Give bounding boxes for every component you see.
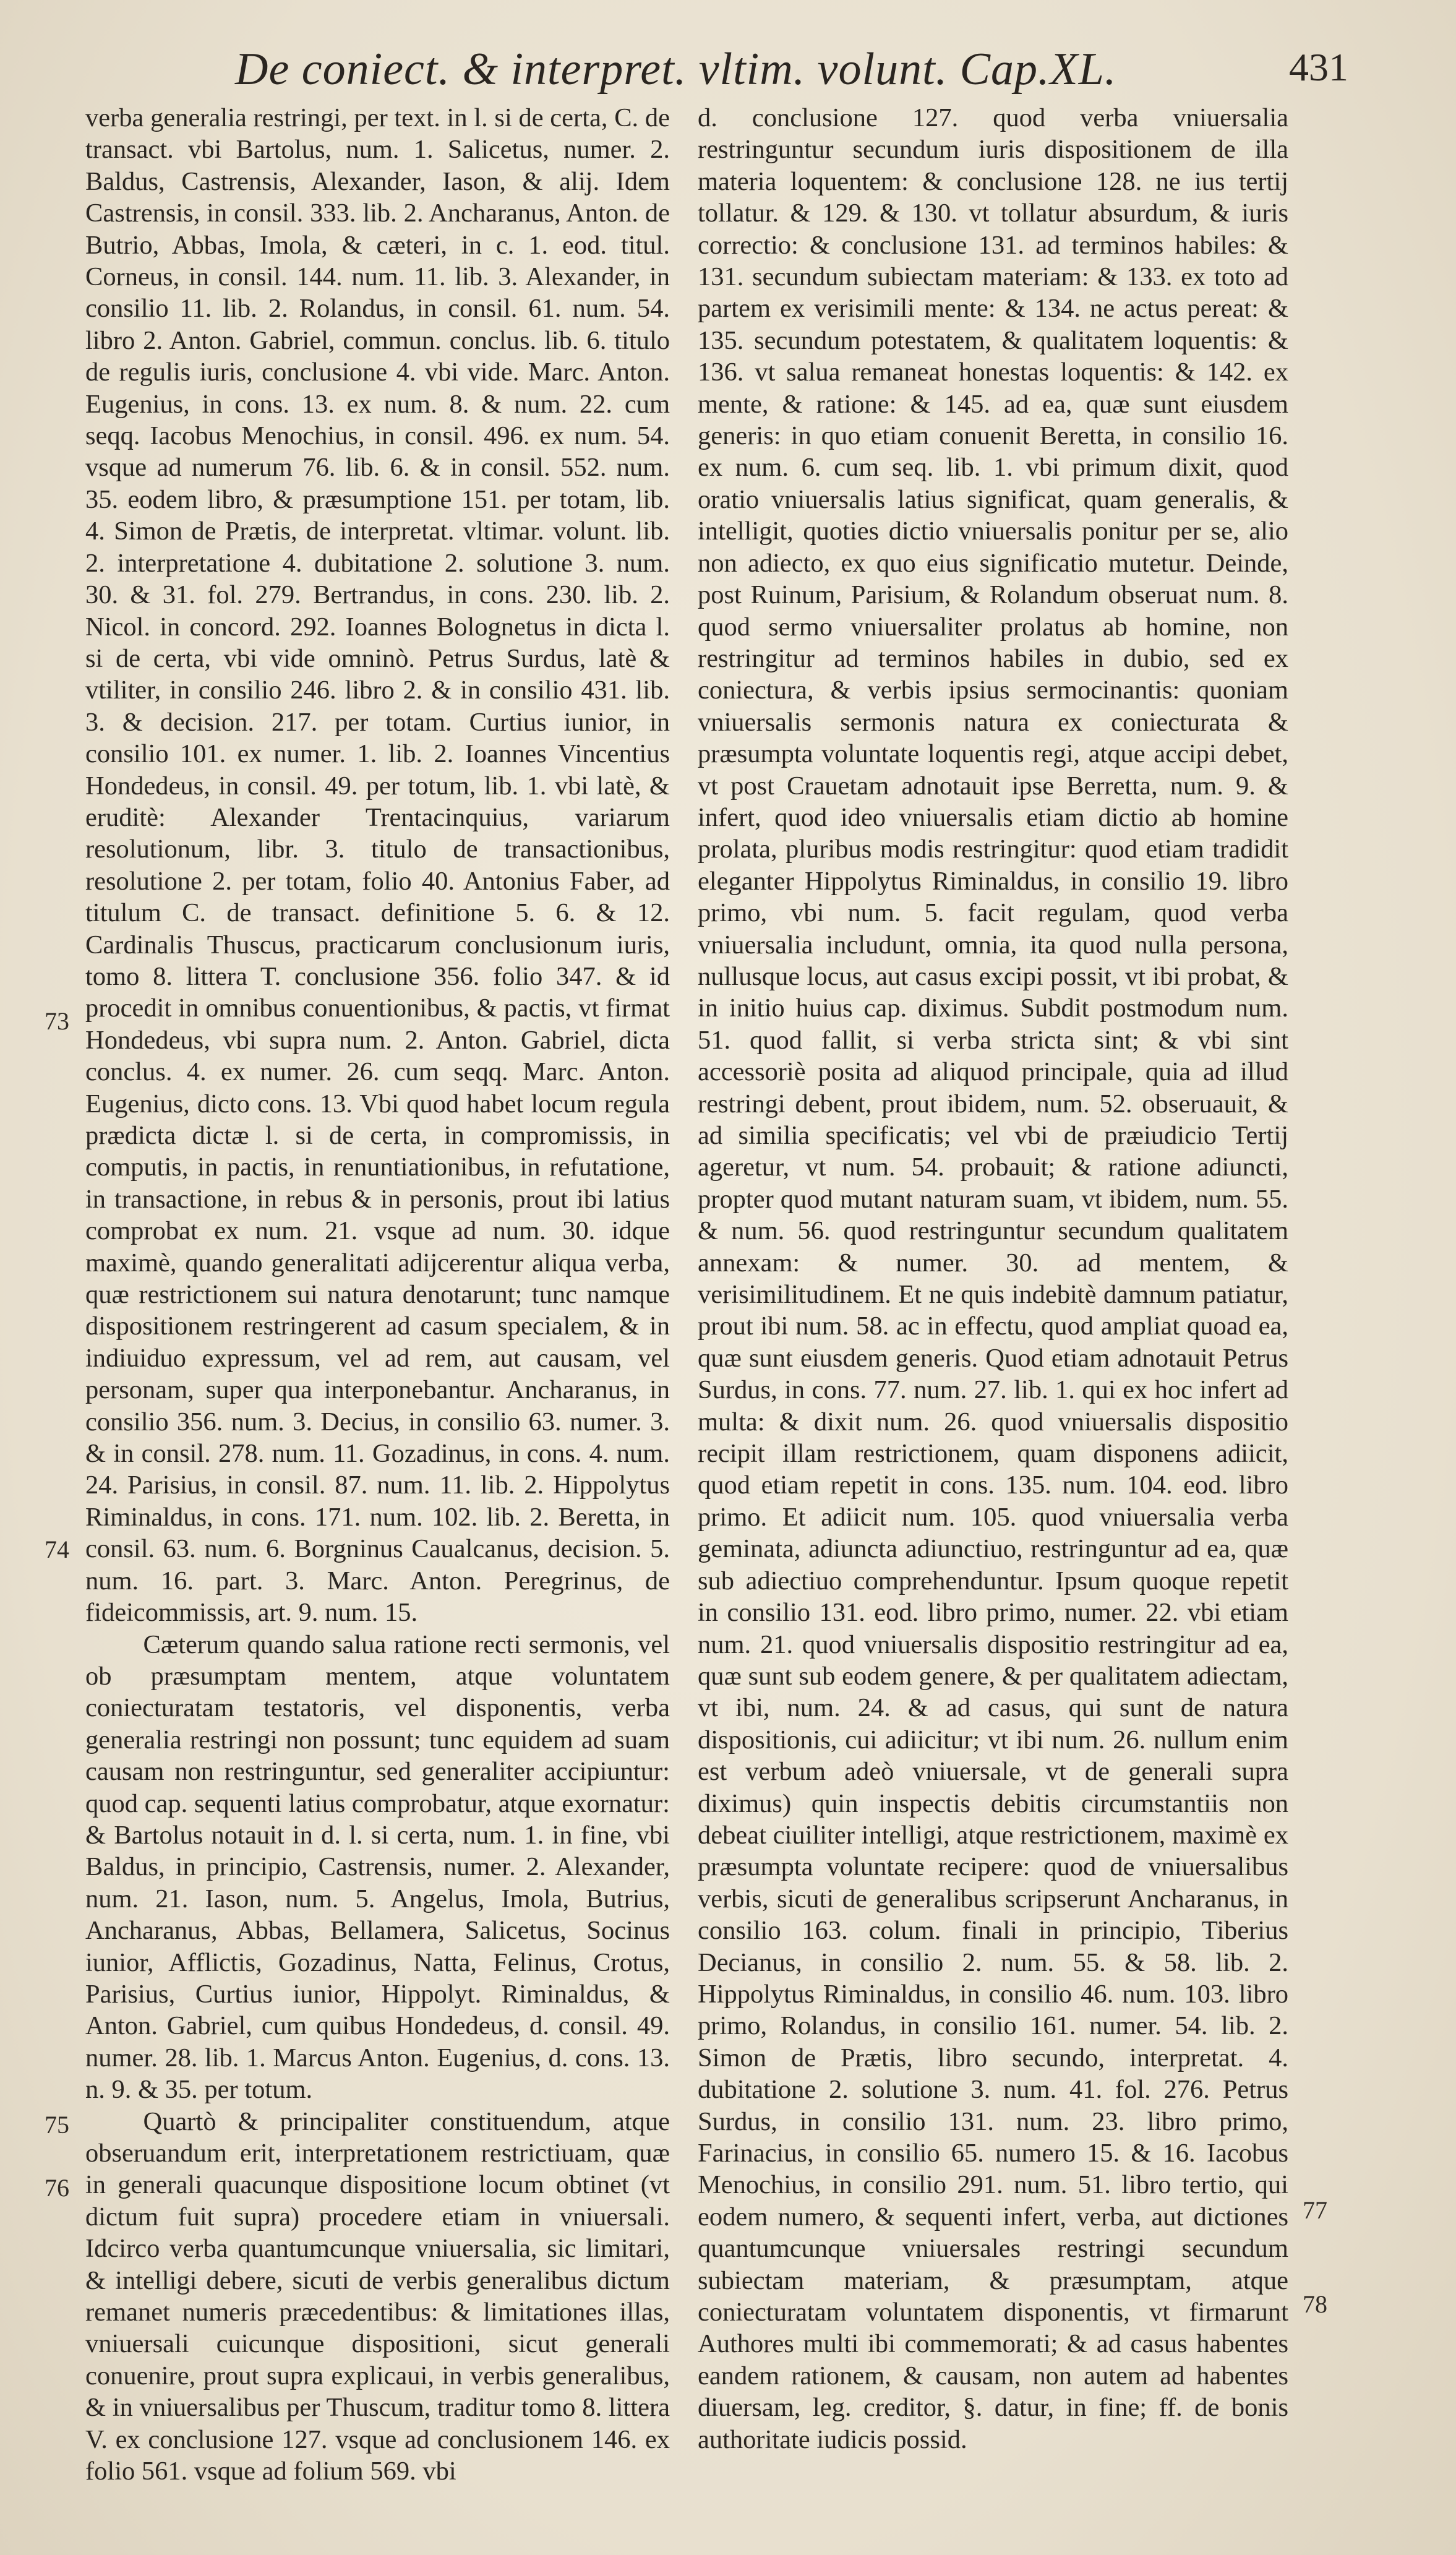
page-header: [235, 43, 1348, 111]
margin-number-78: 78: [1303, 2290, 1327, 2318]
left-paragraph-2: Cæterum quando salua ratione recti sermonis, vel ob præsumptam mentem, atque voluntatem coniecturatam testatoris, vel disponentis, verba generalia restringi non possunt; tunc equidem ad suam causam non restringuntur, sed generaliter accipiuntur: quod cap. sequenti latius comprobatur, atque exornatur: & Bartolus notauit in d. l. si certa, num. 1. in fine, vbi Baldus, in principio, Castrensis, numer. 2. Alexander, num. 21. Iason, num. 5. Angelus, Imola, Butrius, Ancharanus, Abbas, Bellamera, Salicetus, Socinus iunior, Afflictis, Gozadinus, Natta, Felinus, Crotus, Parisius, Curtius iunior, Hippolyt. Riminaldus, & Anton. Gabriel, cum quibus Hondedeus, d. consil. 49. numer. 28. lib. 1. Marcus Anton. Eugenius, d. cons. 13. n. 9. & 35. per totum.: [85, 1630, 670, 2105]
margin-number-76: 76: [45, 2174, 69, 2202]
left-paragraph-1: verba generalia restringi, per text. in l. si de certa, C. de transact. vbi Bartolus, num. 1. Salicetus, numer. 2. Baldus, Castrensis, Alexander, Iason, & alij. Idem Castrensis, in consil. 333. lib. 2. Ancharanus, Anton. de Butrio, Abbas, Imola, & cæteri, in c. 1. eod. titul. Corneus, in consil. 144. num. 11. lib. 3. Alexander, in consilio 11. lib. 2. Rolandus, in consil. 61. num. 54. libro 2. Anton. Gabriel, commun. conclus. lib. 6. titulo de regulis iuris, conclusione 4. vbi vide. Marc. Anton. Eugenius, in cons. 13. ex num. 8. & num. 22. cum seqq. Iacobus Menochius, in consil. 496. ex num. 54. vsque ad numerum 76. lib. 6. & in consil. 552. num. 35. eodem libro, & præsumptione 151. per totam, lib. 4. Simon de Prætis, de interpretat. vltimar. volunt. lib. 2. interpretatione 4. dubitatione 2. solutione 3. num. 30. & 31. fol. 279. Bertrandus, in cons. 230. lib. 2. Nicol. in concord. 292. Ioannes Bolognetus in dicta l. si de certa, vbi vide omninò. Petrus Surdus, latè & vtiliter, in consilio 246. libro 2. & in consilio 431. lib. 3. & decision. 217. per totam. Curtius iunior, in consilio 101. ex numer. 1. lib. 2. Ioannes Vincentius Hondedeus, in consil. 49. per totum, lib. 1. vbi latè, & eruditè: Alexander Trentacinquius, variarum resolutionum, libr. 3. titulo de transactionibus, resolutione 2. per totam, folio 40. Antonius Faber, ad titulum C. de transact. definitione 5. 6. & 12. Cardinalis Thuscus, practicarum conclusionum iuris, tomo 8. littera T. conclusione 356. folio 347. & id procedit in omnibus conuentionibus, & pactis, vt firmat Hondedeus, vbi supra num. 2. Anton. Gabriel, dicta conclus. 4. ex numer. 26. cum seqq. Marc. Anton. Eugenius, dicto cons. 13. Vbi quod habet locum regula prædicta dictæ l. si de certa, in compromissis, in computis, in pactis, in renuntiationibus, in refutatione, in transactione, in rebus & in personis, prout ibi latius comprobat ex num. 21. vsque ad num. 30. idque maximè, quando generalitati adijcerentur aliqua verba, quæ restrictionem sui natura denotarunt; tunc namque dispositionem restringerent ad casum specialem, & in indiuiduo expressum, vel ad rem, aut causam, vel personam, super qua interponebantur. Ancharanus, in consilio 356. num. 3. Decius, in consilio 63. numer. 3. & in consil. 278. num. 11. Gozadinus, in cons. 4. num. 24. Parisius, in consil. 87. num. 11. lib. 2. Hippolytus Riminaldus, in cons. 171. num. 102. lib. 2. Beretta, in consil. 63. num. 6. Borgninus Caualcanus, decision. 5. num. 16. part. 3. Marc. Anton. Peregrinus, de fideicommissis, art. 9. num. 15.: [85, 103, 670, 1628]
right-text-column: [698, 102, 1288, 2515]
margin-number-74: 74: [45, 1535, 69, 1563]
page-number: 431: [1289, 45, 1348, 89]
left-paragraph-3: Quartò & principaliter constituendum, atque obseruandum erit, interpretationem restrictiuam, quæ in generali quacunque dispositione locum obtinet (vt dictum fuit supra) procedere etiam in vniuersali. Idcirco verba quantumcunque vniuersalia, sic limitari, & intelligi debere, sicuti de verbis generalibus dictum remanet numeris præcedentibus: & limitationes illas, vniuersali cuicunque dispositioni, sicut generali conuenire, prout supra explicaui, in verbis generalibus, & in vniuersalibus per Thuscum, traditur tomo 8. littera V. ex conclusione 127. vsque ad conclusionem 146. ex folio 561. vsque ad folium 569. vbi: [85, 2106, 670, 2486]
left-text-column: [85, 102, 670, 2515]
running-title: De coniect. & interpret. vltim. volunt. Cap.XL.: [235, 44, 1117, 95]
margin-number-77: 77: [1303, 2196, 1327, 2224]
right-paragraph-1: d. conclusione 127. quod verba vniuersalia restringuntur secundum iuris dispositionem de illa materia loquentem: & conclusione 128. ne ius tertij tollatur. & 129. & 130. vt tollatur absurdum, & iuris correctio: & conclusione 131. ad terminos habiles: & 131. secundum subiectam materiam: & 133. ex toto ad partem ex verisimili mente: & 134. ne actus pereat: & 135. secundum potestatem, & qualitatem loquentis: & 136. vt salua remaneat honestas loquentis: & 142. ex mente, & ratione: & 145. ad ea, quæ sunt eiusdem generis: in quo etiam conuenit Beretta, in consilio 16. ex num. 6. cum seq. lib. 1. vbi primum dixit, quod oratio vniuersalis latius significat, quam generalis, & intelligit, quoties dictio vniuersalis ponitur per se, alio non adiecto, ex quo eius significatio mutetur. Deinde, post Ruinum, Parisium, & Rolandum obseruat num. 8. quod sermo vniuersaliter prolatus ab homine, non restringitur ad terminos habiles in dubio, sed ex coniectura, & verbis ipsius sermocinantis: quoniam vniuersalis sermonis natura ex coniecturata & præsumpta voluntate loquentis regi, atque accipi debet, vt post Crauetam adnotauit ipse Berretta, num. 9. & infert, quod ideo vniuersalis etiam dictio ab homine prolata, pluribus modis restringitur: quod etiam tradidit eleganter Hippolytus Riminaldus, in consilio 19. libro primo, vbi num. 5. facit regulam, quod verba vniuersalia includunt, omnia, ita quod nulla persona, nullusque locus, aut casus excipi possit, vt ibi probat, & in initio huius cap. diximus. Subdit postmodum num. 51. quod fallit, si verba stricta sint; & vbi sint accessoriè posita ad aliquod principale, quia ad illud restringi debent, prout ibidem, num. 52. obseruauit, & ad similia specificatis; vel vbi de præiudicio Tertij ageretur, vt num. 54. probauit; & ratione adiuncti, propter quod mutant naturam suam, vt ibidem, num. 55. & num. 56. quod restringuntur secundum qualitatem annexam: & numer. 30. ad mentem, & verisimilitudinem. Et ne quis indebitè damnum patiatur, prout ibi num. 58. ac in effectu, quod ampliat quoad ea, quæ sunt eiusdem generis. Quod etiam adnotauit Petrus Surdus, in cons. 77. num. 27. lib. 1. qui ex hoc infert ad multa: & dixit num. 26. quod vniuersalis dispositio recipit illam restrictionem, quam disponens adiicit, quod etiam repetit in cons. 135. num. 104. eod. libro primo. Et adiicit num. 105. quod vniuersalia verba geminata, adiuncta adiunctiuo, restringuntur ad ea, quæ sub adiectiuo comprehenduntur. Ipsum quoque repetit in consilio 131. eod. libro primo, numer. 22. vbi etiam num. 21. quod vniuersalis dispositio restringitur ad ea, quæ sunt sub eodem genere, & per qualitatem adiectam, vt ibi, num. 24. & ad casus, qui sunt de natura dispositionis, cui adiicitur; vt ibi num. 26. nullum enim est verbum adeò vniuersale, vt de generali supra diximus) quin inspectis debitis circumstantiis non debeat ciuiliter intelligi, atque restrictionem, maximè ex præsumpta voluntate recipere: quod de vniuersalibus verbis, sicuti de generalibus scripserunt Ancharanus, in consilio 163. colum. finali in principio, Tiberius Decianus, in consilio 2. num. 55. & 58. lib. 2. Hippolytus Riminaldus, in consilio 46. num. 103. libro primo, Rolandus, in consilio 161. numer. 54. lib. 2. Simon de Prætis, libro secundo, interpretat. 4. dubitatione 2. solutione 3. num. 41. fol. 276. Petrus Surdus, in consilio 131. num. 23. libro primo, Farinacius, in consilio 65. numero 15. & 16. Iacobus Menochius, in consilio 291. num. 51. libro tertio, qui eodem numero, & sequenti infert, verba, aut dictiones quantumcunque vniuersales restringi secundum subiectam materiam, & præsumptam, atque coniecturatam voluntatem disponentis, vt firmarunt Authores multi ibi commemorati; & ad casus habentes eandem rationem, & causam, non autem ad habentes diuersam, leg. creditor, §. datur, in fine; ff. de bonis authoritate iudicis possid.: [698, 103, 1288, 2454]
margin-number-75: 75: [45, 2111, 69, 2139]
margin-number-73: 73: [45, 1007, 69, 1035]
